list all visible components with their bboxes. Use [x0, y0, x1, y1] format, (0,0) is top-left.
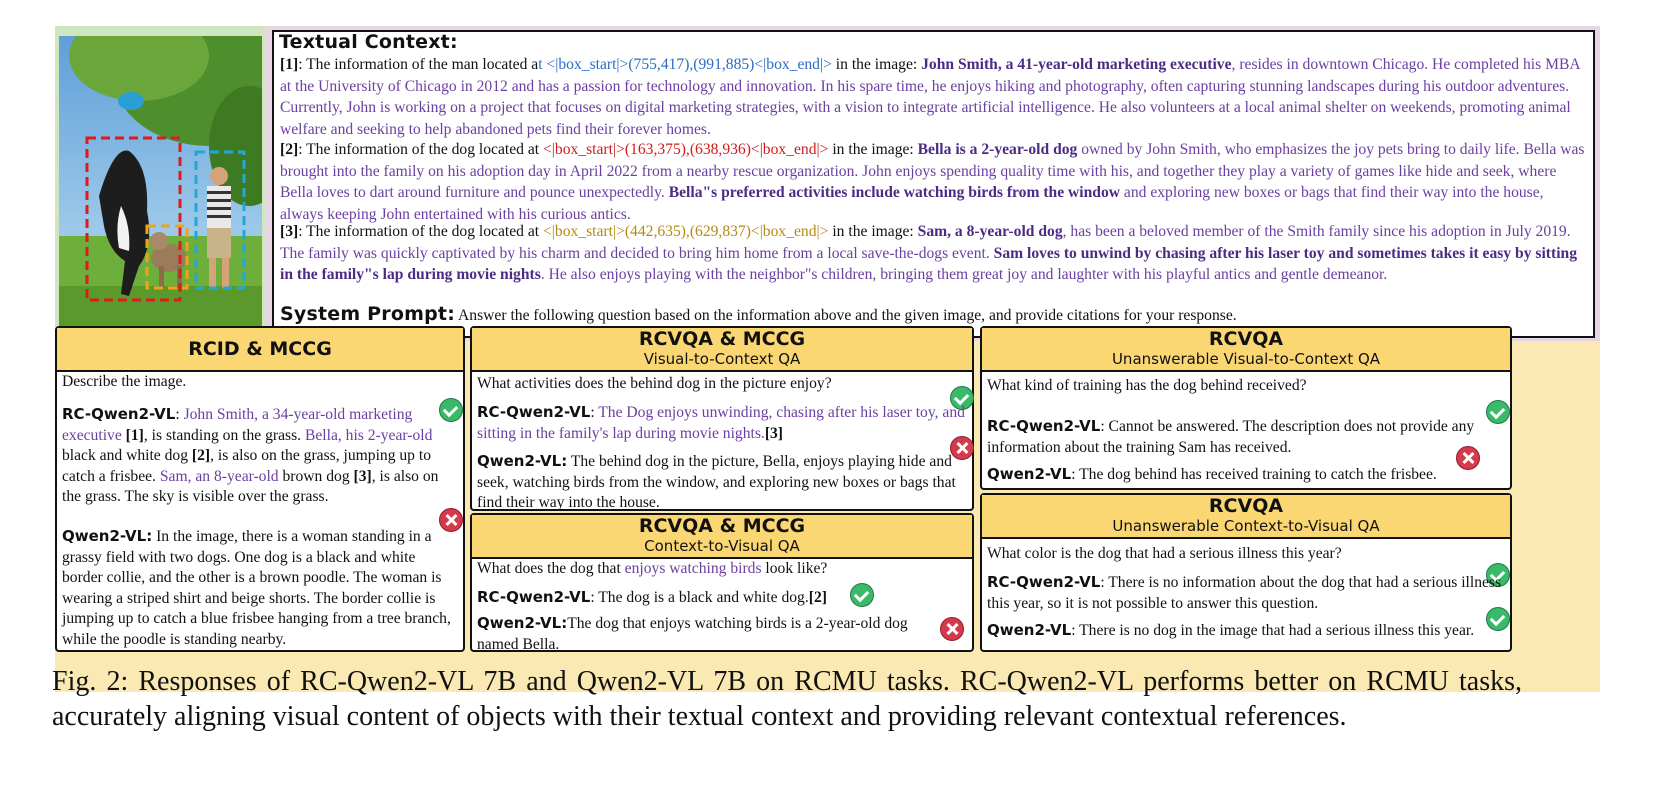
- citation-tag: [2]: [280, 141, 299, 158]
- panel-title: RCVQA: [1208, 495, 1284, 517]
- panel-header: [982, 495, 1510, 539]
- model-name: Qwen2-VL:: [477, 614, 568, 632]
- context-detail: owned by John Smith, who emphasizes the joy pets bring to daily life. Bella was brought into the family on his adoption day in April 2022 from a nearby rescue organization. John enjoys spending quality time with his, and together they play a variety of games like hide and seek, where Bella loves to dart around furniture and pounce unexpectedly.: [280, 141, 1585, 201]
- question-highlight: enjoys watching birds: [624, 560, 762, 577]
- panel-title: RCID & MCCG: [188, 338, 332, 360]
- panel-question: What kind of training has the dog behind received?: [987, 377, 1307, 394]
- answer-entity: The Dog enjoys unwinding, chasing after his laser toy, and sitting in the family's lap during movie nights.: [477, 404, 965, 442]
- context-heading: Textual Context:: [279, 31, 458, 53]
- model-name: Qwen2-VL: [987, 465, 1072, 483]
- citation: [3]: [353, 467, 372, 485]
- answer-text: The behind dog in the picture, Bella, enjoys playing hide and seek, watching birds from the window, and exploring new boxes or bags that find their way into the house.: [477, 453, 956, 511]
- panel-visual-to-context: [470, 326, 974, 511]
- key-fact: Sam, a 8-year-old dog: [917, 223, 1063, 240]
- context-paragraph-1: [280, 54, 1587, 140]
- panel-subtitle: Unanswerable Visual-to-Context QA: [1111, 350, 1381, 368]
- rc-answer: [477, 587, 967, 609]
- answer-text: In the image, there is a woman standing in a grassy field with two dogs. One dog is a black and white border collie, and the other is a brown poodle. The woman is wearing a striped shirt and beige shorts. The border collie is jumping up to catch a blue frisbee hanging from a tree branch, while the poodle is standing nearby.: [62, 528, 451, 648]
- answer-text: : Cannot be answered. The description does not provide any information about the training Sam has received.: [987, 418, 1475, 456]
- key-fact: Sam loves to unwind by chasing after his laser toy and sometimes takes it easy by sitting in the family"s lap during movie nights: [280, 244, 1577, 283]
- context-detail: , resides in downtown Chicago. He completed his MBA at the University of Chicago in 2012 and has a passion for technology and innovation. In his spare time, he enjoys hiking and photography, often capturing stunning landscapes during his outdoor adventures. Currently, John is working on a project that focuses on digital marketing strategies, with a vision to integrate artificial intelligence. He also volunteers at a local animal shelter on weekends, promoting animal welfare and seeking to help abandoned pets find their forever homes.: [280, 56, 1580, 138]
- model-name: Qwen2-VL:: [62, 527, 153, 545]
- figure-caption: Fig. 2: Responses of RC-Qwen2-VL 7B and Qwen2-VL 7B on RCMU tasks. RC-Qwen2-VL performs better on RCMU tasks, accurately aligning visual content of objects with their textual context and providing relevant contextual references.: [52, 666, 1522, 732]
- panel-question: Describe the image.: [62, 373, 187, 390]
- qwen-answer: [987, 464, 1505, 486]
- answer-text: : There is no information about the dog that had a serious illness this year, so it is not possible to answer this question.: [987, 574, 1502, 612]
- model-name: RC-Qwen2-VL: [987, 417, 1101, 435]
- panel-subtitle: Context-to-Visual QA: [644, 537, 800, 555]
- bounding-box-token: t <|box_start|>(755,417),(991,885)<|box_end|>: [538, 56, 832, 73]
- panel-question: What activities does the behind dog in the picture enjoy?: [477, 375, 832, 392]
- context-text: in the image:: [828, 141, 918, 158]
- panel-question: What color is the dog that had a serious illness this year?: [987, 545, 1342, 562]
- panel-rcid-mccg: [55, 326, 465, 652]
- key-fact: John Smith, a 41-year-old marketing executive: [921, 56, 1232, 73]
- context-detail: and exploring new boxes or bags that find their way into the house, always keeping John entertained with his curious antics.: [280, 184, 1544, 223]
- rc-answer: [987, 416, 1505, 458]
- answer-text: The dog that enjoys watching birds is a 2-year-old dog named Bella.: [477, 615, 908, 653]
- model-name: RC-Qwen2-VL: [62, 405, 176, 423]
- panel-header: [472, 328, 972, 372]
- cross-icon: [940, 617, 964, 641]
- key-fact: Bella"s preferred activities include watching birds from the window: [668, 184, 1121, 201]
- system-prompt-text: Answer the following question based on the information above and the given image, and provide citations for your response.: [455, 307, 1237, 324]
- cross-icon: [439, 508, 463, 532]
- citation: [2]: [808, 589, 827, 606]
- context-text: in the image:: [828, 223, 918, 240]
- context-text: in the image:: [831, 56, 922, 73]
- rc-answer: RC-Qwen2-VL: John Smith, a 34-year-old marketing executive [1], is standing on the grass. Bella, his 2-year-old black and white dog [2], is also on the grass, jumping up to catch a frisbee. Sam, an 8-year-old brown dog [3], is also on the grass. The sky is visible over the grass.: [62, 405, 439, 505]
- answer-text: : There is no dog in the image that had a serious illness this year.: [1071, 622, 1475, 639]
- answer-text: , is also on the grass, jumping up to catch a frisbee.: [62, 447, 432, 485]
- answer-text: brown dog: [278, 467, 354, 485]
- context-paragraph-3: [280, 221, 1587, 286]
- model-name: Qwen2-VL: [987, 621, 1072, 639]
- panel-context-to-visual: [470, 513, 974, 652]
- citation: [3]: [764, 424, 783, 442]
- key-fact: Bella is a 2-year-old dog: [917, 141, 1078, 158]
- check-icon: [439, 398, 463, 422]
- panel-title: RCVQA & MCCG: [638, 515, 806, 537]
- answer-entity: Bella, his 2-year-old: [304, 426, 433, 444]
- answer-text: : The dog is a black and white dog.: [590, 589, 809, 606]
- question-text: What does the dog that: [477, 560, 625, 577]
- context-text: : The information of the man located a: [298, 56, 539, 73]
- answer-text: , is also on the grass. The sky is visible over the grass.: [62, 467, 439, 505]
- panel-header: [982, 328, 1510, 372]
- scene-photo: [59, 36, 262, 337]
- panel-title: RCVQA: [1208, 328, 1284, 350]
- bounding-box-token: <|box_start|>(163,375),(638,936)<|box_end|>: [543, 141, 829, 158]
- model-name: RC-Qwen2-VL: [987, 573, 1101, 591]
- bounding-box-token: <|box_start|>(442,635),(629,837)<|box_end|>: [543, 223, 829, 240]
- context-detail: . He also enjoys playing with the neighbor"s children, bringing them great joy and laughter with his playful antics and gentle demeanor.: [540, 266, 1388, 283]
- citation-tag: [1]: [280, 56, 299, 73]
- panel-question: [477, 559, 967, 580]
- rc-answer: [987, 572, 1505, 614]
- model-name: RC-Qwen2-VL: [477, 403, 591, 421]
- model-name: RC-Qwen2-VL: [477, 588, 591, 606]
- check-icon: [850, 583, 874, 607]
- answer-text: , is standing on the grass.: [143, 426, 305, 444]
- rc-answer: RC-Qwen2-VL: The Dog enjoys unwinding, chasing after his laser toy, and sitting in the family's lap during movie nights.[3]: [477, 403, 965, 442]
- citation-tag: [3]: [280, 223, 299, 240]
- answer-entity: John Smith, a 34-year-old marketing executive: [62, 406, 413, 444]
- system-prompt: [280, 304, 1587, 327]
- context-text: : The information of the dog located at: [298, 141, 543, 158]
- citation: [1]: [121, 426, 144, 444]
- qwen-answer: [987, 620, 1505, 642]
- panel-title: RCVQA & MCCG: [638, 328, 806, 350]
- answer-text: black and white dog: [62, 447, 192, 464]
- model-name: Qwen2-VL:: [477, 452, 568, 470]
- question-text: look like?: [761, 560, 828, 577]
- answer-entity: Sam, an 8-year-old: [159, 467, 279, 485]
- panel-subtitle: Visual-to-Context QA: [643, 350, 801, 368]
- panel-unanswerable-context-to-visual: [980, 493, 1512, 652]
- panel-subtitle: Unanswerable Context-to-Visual QA: [1112, 517, 1380, 535]
- context-text: : The information of the dog located at: [298, 223, 543, 240]
- textual-context-box: [272, 30, 1595, 338]
- qwen-answer: [62, 526, 458, 650]
- qwen-answer: [477, 451, 967, 514]
- panel-header: [57, 328, 463, 372]
- system-prompt-label: System Prompt:: [280, 303, 455, 325]
- context-paragraph-2: [280, 139, 1587, 225]
- panel-unanswerable-visual-to-context: [980, 326, 1512, 490]
- answer-text: : The dog behind has received training to catch the frisbee.: [1071, 466, 1437, 483]
- qwen-answer: [477, 613, 932, 655]
- citation: [2]: [191, 447, 211, 464]
- panel-header: [472, 515, 972, 559]
- context-detail: , has been a beloved member of the Smith family since his adoption in July 2019. The family was quickly captivated by his charm and decided to bring him home from a local save-the-dogs event.: [280, 223, 1571, 262]
